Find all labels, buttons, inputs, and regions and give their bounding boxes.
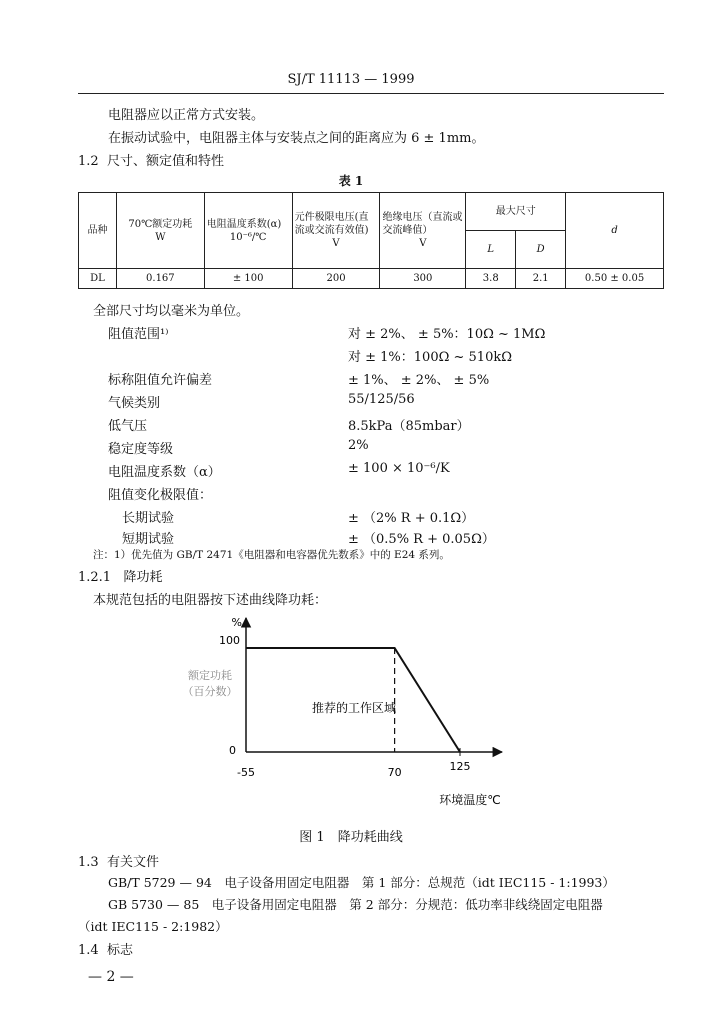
spec-label-short-term: 短期试验 <box>122 532 175 547</box>
header-tcr: 电阻温度系数(α) 10⁻⁶/℃ <box>204 193 292 269</box>
y-tick-label-100: 100 <box>219 634 240 647</box>
table-1 <box>78 192 664 289</box>
spec-label-stability: 稳定度等级 <box>108 442 174 457</box>
spec-value-low-pressure: 8.5kPa（85mbar） <box>348 419 470 434</box>
y-axis-label: 额定功耗（百分数） <box>182 669 238 698</box>
reference-2: GB 5730 — 85 电子设备用固定电阻器 第 2 部分：分规范：低功率非线绕固定电阻器 <box>108 897 603 912</box>
cell-power: 0.167 <box>116 269 204 289</box>
header-rule <box>78 93 664 94</box>
document-code: SJ/T 11113 — 1999 <box>287 72 415 87</box>
page-number: — 2 — <box>88 969 134 985</box>
spec-value-stability: 2% <box>348 438 369 453</box>
spec-value-resistance-range-2: 对 ± 1%：100Ω ~ 510kΩ <box>348 350 512 365</box>
x-tick-label-125: 125 <box>449 760 471 773</box>
spec-value-tcr: ± 100 × 10⁻⁶/K <box>348 461 450 476</box>
header-power-unit: W <box>155 231 166 243</box>
header-limit-voltage: 元件极限电压(直流或交流有效值) V <box>292 193 380 269</box>
section-number: 1.4 <box>78 943 99 958</box>
figure-caption: 图 1 降功耗曲线 <box>299 830 403 845</box>
header-pinzhong: 品种 <box>79 193 117 269</box>
header-insulation-voltage: 绝缘电压（直流或交流峰值） V <box>380 193 466 269</box>
header-limit-voltage-unit: V <box>332 238 340 249</box>
cell-D: 2.1 <box>516 269 566 289</box>
y-tick-label-0: 0 <box>229 744 236 757</box>
header-tcr-unit: 10⁻⁶/℃ <box>229 231 267 243</box>
y-unit-label: % <box>231 616 242 629</box>
spec-value-short-term: ± （0.5% R + 0.05Ω） <box>348 532 495 547</box>
spec-value-climatic: 55/125/56 <box>348 392 415 407</box>
x-tick-label-70: 70 <box>387 766 402 779</box>
cell-L: 3.8 <box>466 269 516 289</box>
cell-pinzhong: DL <box>79 269 117 289</box>
spec-label-low-pressure: 低气压 <box>108 419 148 434</box>
spec-value-resistance-range: 对 ± 2%、 ± 5%：10Ω ~ 1MΩ <box>348 327 546 342</box>
recommended-region-label: 推荐的工作区域 <box>312 701 397 715</box>
spec-label-tcr: 电阻温度系数（α） <box>108 465 221 480</box>
spec-value-long-term: ± （2% R + 0.1Ω） <box>348 511 475 526</box>
header-power: 70℃额定功耗 W <box>116 193 204 269</box>
section-1-2-1-heading <box>78 566 163 585</box>
section-number: 1.2 <box>78 154 99 169</box>
section-number: 1.3 <box>78 855 99 870</box>
table-caption: 表 1 <box>338 174 364 188</box>
spec-label-tolerance: 标称阻值允许偏差 <box>108 373 213 388</box>
cell-insulation-voltage: 300 <box>380 269 466 289</box>
spec-label-long-term: 长期试验 <box>122 511 175 526</box>
section-1-2-heading <box>78 150 224 169</box>
cell-tcr: ± 100 <box>204 269 292 289</box>
spec-value-tolerance: ± 1%、 ± 2%、 ± 5% <box>348 373 490 388</box>
reference-2-cont: （idt IEC115 - 2:1982） <box>78 919 228 934</box>
derating-curve <box>246 648 460 752</box>
x-axis-label: 环境温度℃ <box>439 793 501 807</box>
cell-d: 0.50 ± 0.05 <box>566 269 664 289</box>
reference-1: GB/T 5729 — 94 电子设备用固定电阻器 第 1 部分：总规范（idt IEC115 - 1:1993） <box>108 875 615 890</box>
header-D: D <box>516 231 566 269</box>
header-max-size: 最大尺寸 <box>466 193 566 231</box>
x-tick-label--55: -55 <box>237 766 255 779</box>
spec-label-resistance-range: 阻值范围¹⁾ <box>108 327 169 342</box>
section-title: 尺寸、额定值和特性 <box>106 154 224 169</box>
section-1-4-heading <box>78 939 133 958</box>
section-1-3-heading <box>78 851 159 870</box>
cell-limit-voltage: 200 <box>292 269 380 289</box>
table-row <box>79 269 664 289</box>
header-L: L <box>466 231 516 269</box>
spec-label-climatic: 气候类别 <box>108 396 161 411</box>
derating-chart <box>150 608 530 818</box>
footnote: 注：1）优先值为 GB/T 2471《电阻器和电容器优先数系》中的 E24 系列。 <box>93 549 450 561</box>
section-title: 降功耗 <box>123 570 163 585</box>
section-number: 1.2.1 <box>78 570 112 585</box>
section-title: 标志 <box>106 943 133 958</box>
unit-note: 全部尺寸均以毫米为单位。 <box>93 304 250 319</box>
header-d: d <box>566 193 664 269</box>
header-insulation-voltage-unit: V <box>419 238 427 249</box>
intro-line-2: 在振动试验中，电阻器主体与安装点之间的距离应为 6 ± 1mm。 <box>108 131 485 146</box>
spec-label-change-limits: 阻值变化极限值： <box>108 488 213 503</box>
section-title: 有关文件 <box>106 855 159 870</box>
intro-line-1: 电阻器应以正常方式安装。 <box>108 108 265 123</box>
derating-text: 本规范包括的电阻器按下述曲线降功耗： <box>93 593 328 608</box>
